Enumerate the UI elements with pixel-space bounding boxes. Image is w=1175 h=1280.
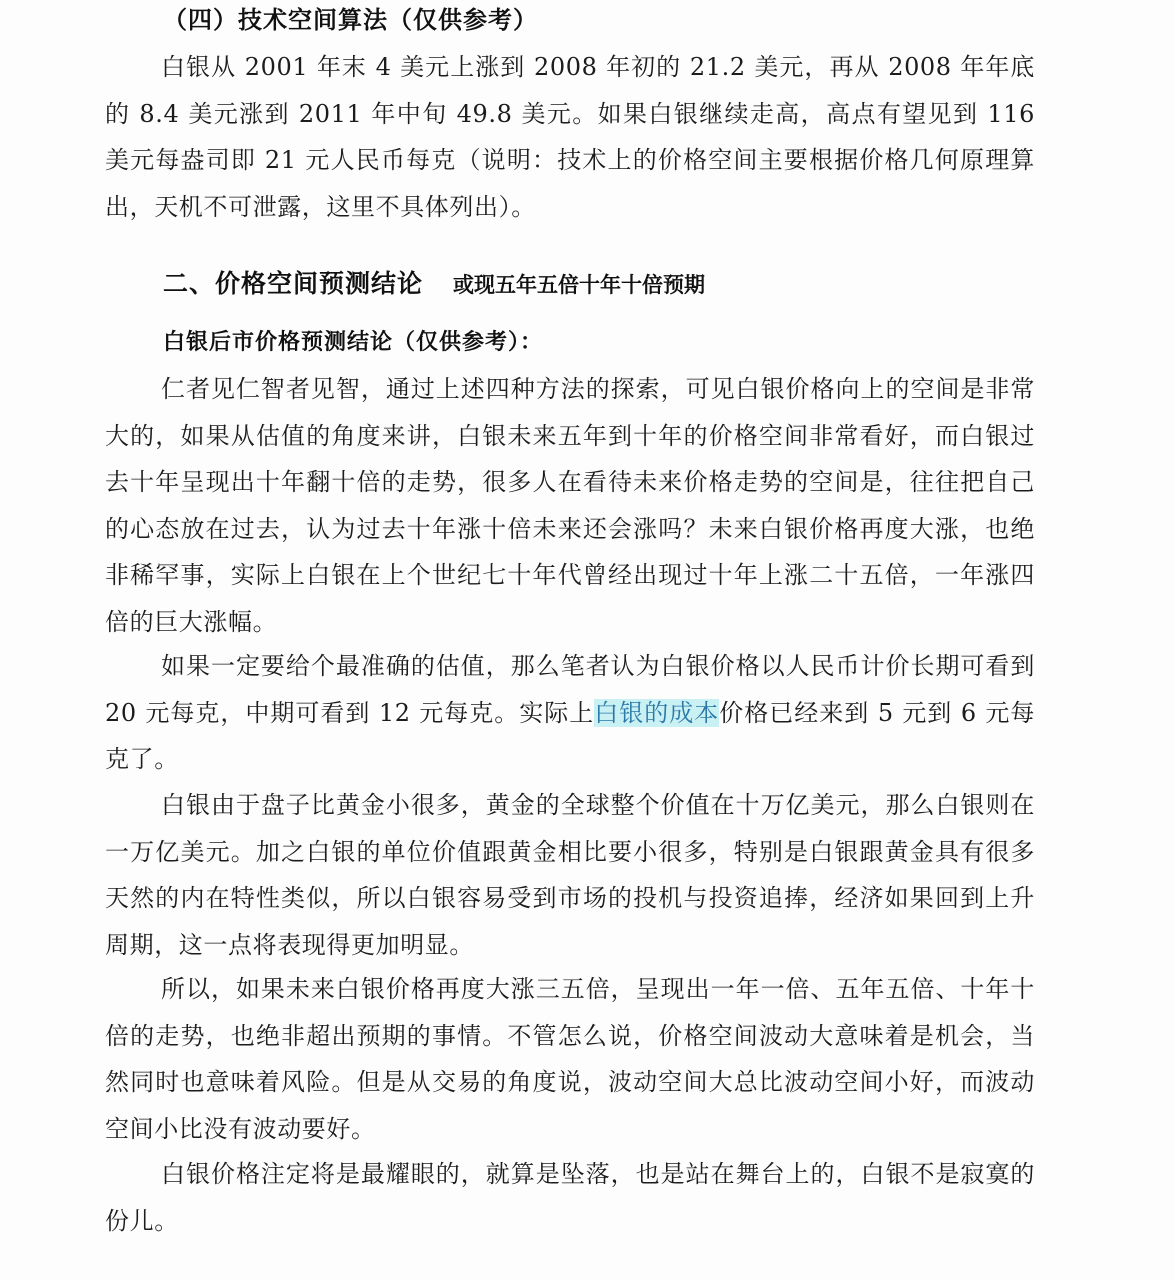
paragraph-conclusion-1: 仁者见仁智者见智，通过上述四种方法的探索，可见白银价格向上的空间是非常大的，如果从估值的角度来讲，白银未来五年到十年的价格空间非常看好，而白银过去十年呈现出十年翻十倍的走势，很多人在看待未来价格走势的空间是，往往把自己的心态放在过去，认为过去十年涨十倍未来还会涨吗？未来白银价格再度大涨，也绝非稀罕事，实际上白银在上个世纪七十年代曾经出现过十年上涨二十五倍，一年涨四倍的巨大涨幅。 [105,375,1035,636]
paragraph-technical-space: 白银从 2001 年末 4 美元上涨到 2008 年初的 21.2 美元，再从 2008 年年底的 8.4 美元涨到 2011 年中旬 49.8 美元。如果白银继续走高，高点有望见到 116 美元每盎司即 21 元人民币每克（说明：技术上的价格空间主要根据价格几何原理算出，天机不可泄露，这里不具体列出）。 [105,53,1035,221]
section-subtitle: 或现五年五倍十年十倍预期 [453,273,706,297]
paragraph-text-after: 价格已经来到 5 元到 6 元每克了。 [105,698,1036,773]
paragraph-text-before: 如果一定要给个最准确的估值，那么笔者认为白银价格以人民币计价长期可看到 20 元每克，中期可看到 12 元每克。实际上 [105,652,1035,727]
paragraph-conclusion-4: 所以，如果未来白银价格再度大涨三五倍，呈现出一年一倍、五年五倍、十年十倍的走势，也绝非超出预期的事情。不管怎么说，价格空间波动大意味着是机会，当然同时也意味着风险。但是从交易的角度说，波动空间大总比波动空间小好，而波动空间小比没有波动要好。 [105,975,1035,1143]
subsection-heading: （四）技术空间算法（仅供参考） [163,6,538,34]
highlighted-text[interactable]: 白银的成本 [594,698,720,727]
paragraph-conclusion-3: 白银由于盘子比黄金小很多，黄金的全球整个价值在十万亿美元，那么白银则在一万亿美元。加之白银的单位价值跟黄金相比要小很多，特别是白银跟黄金具有很多天然的内在特性类似，所以白银容易受到市场的投机与投资追捧，经济如果回到上升周期，这一点将表现得更加明显。 [105,791,1035,959]
section-heading [163,264,705,305]
paragraph-conclusion-2 [105,643,1035,783]
paragraph-conclusion-5: 白银价格注定将是最耀眼的，就算是坠落，也是站在舞台上的，白银不是寂寞的份儿。 [105,1160,1035,1235]
conclusion-heading: 白银后市价格预测结论（仅供参考）： [163,330,544,355]
section-title: 二、价格空间预测结论 [163,269,424,298]
